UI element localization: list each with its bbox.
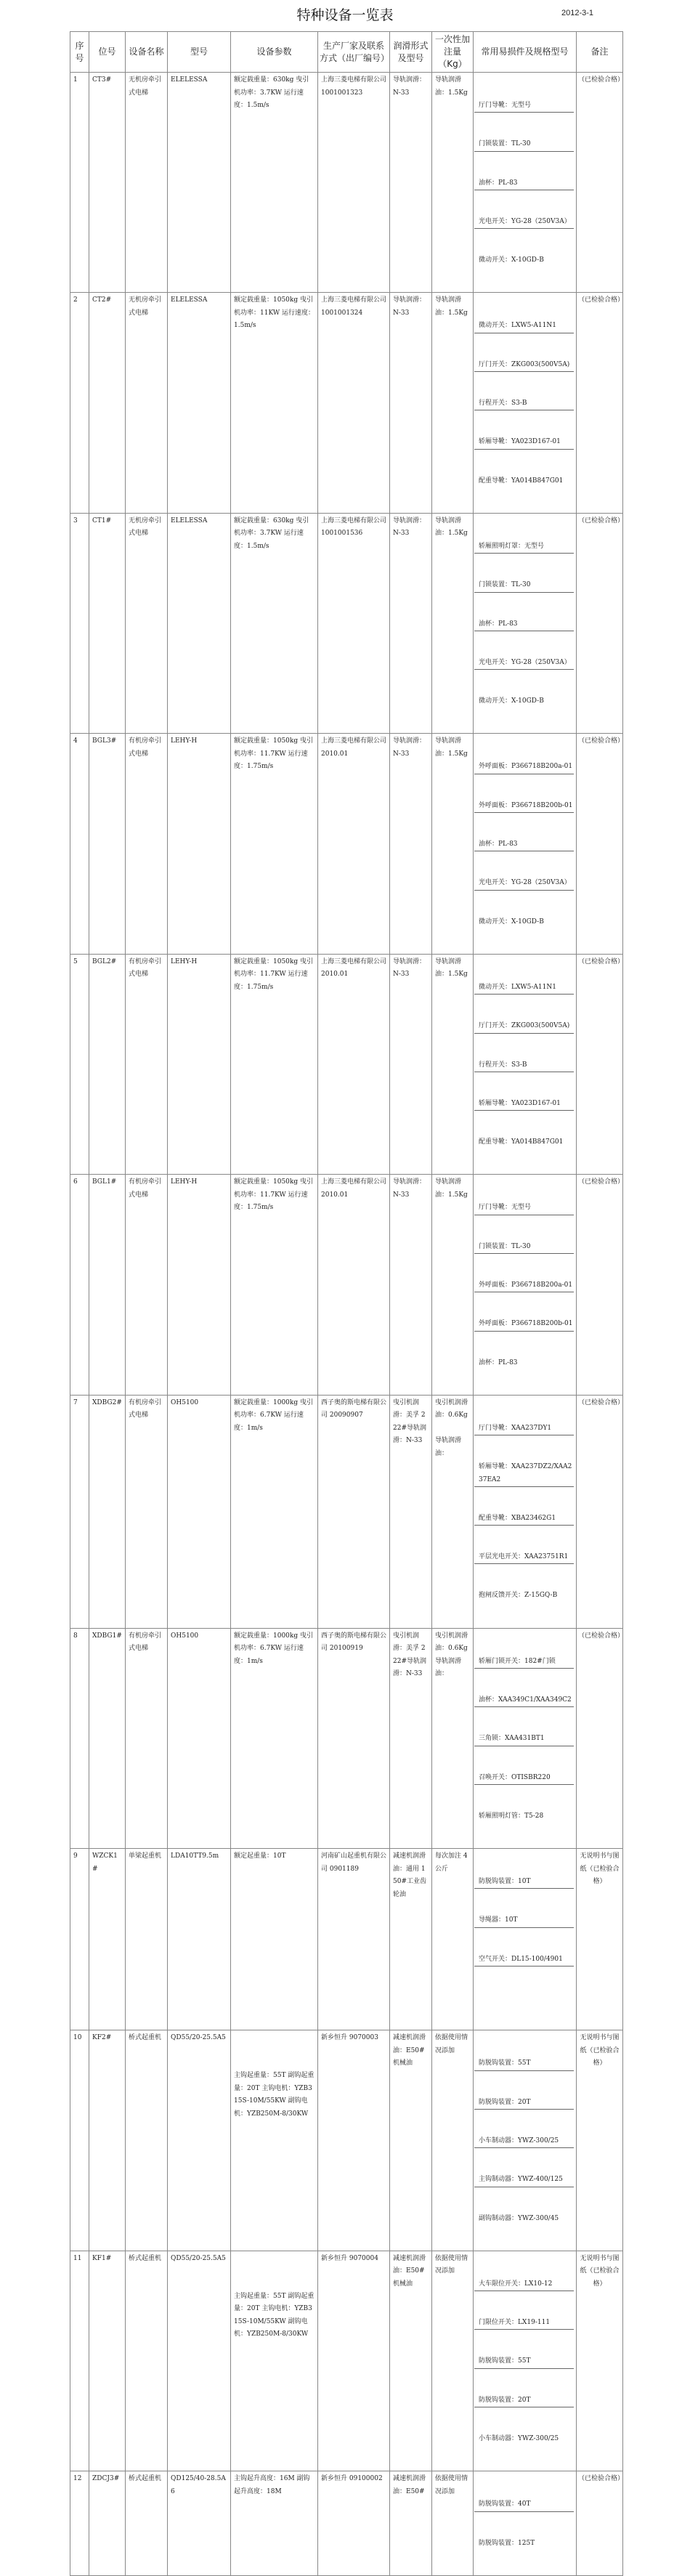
part-item: 油杯：PL-83 [479,1358,518,1366]
part-item: 轿厢导靴：XAA237DZ2/XAA237EA2 [474,1461,574,1487]
cell-maker: 新乡恒升 9070003 [318,2030,390,2251]
cell-lube-amount: 导轨润滑油：1.5Kg [432,293,474,513]
part-item: 外呼面板：P366718B200a-01 [474,761,574,774]
part-item: 光电开关：YG-28（250V3A） [474,216,574,229]
part-item: 油杯：PL-83 [474,618,574,631]
part-item: 外呼面板：P366718B200a-01 [474,1279,574,1292]
cell-lube-type: 减速机润滑油：E50# [390,2471,432,2576]
cell-params: 额定载重量：630kg 曳引机功率：3.7KW 运行速度：1.5m/s [231,513,318,733]
cell-lube-type: 导轨润滑：N-33 [390,954,432,1174]
cell-model: QD55/20-25.5A5 [168,2251,231,2471]
cell-parts [474,1395,577,1628]
cell-no: 1 [70,73,89,293]
cell-no: 7 [70,1395,89,1628]
table-row [70,734,623,954]
header-lube-amount: 一次性加注量（Kg） [432,32,474,73]
header-params: 设备参数 [231,32,318,73]
cell-parts [474,1628,577,1848]
cell-parts [474,734,577,954]
cell-parts [474,2471,577,2576]
cell-position: XDBG2# [89,1395,126,1628]
part-item: 轿厢门锁开关：182#门锁 [474,1656,574,1669]
part-item: 外呼面板：P366718B200b-01 [474,1318,574,1331]
cell-no: 8 [70,1628,89,1848]
cell-lube-amount: 依据使用情况添加 [432,2471,474,2576]
cell-lube-amount: 导轨润滑油：1.5Kg [432,1175,474,1395]
cell-note: 无说明书与图纸（已检验合格） [577,2030,623,2251]
cell-position: WZCK1# [89,1849,126,2030]
cell-name: 桥式起重机 [126,2030,168,2251]
cell-note: （已检验合格） [577,1175,623,1395]
header-no: 序 号 [70,32,89,73]
cell-model: LEHY-H [168,1175,231,1395]
cell-note: （已检验合格） [577,513,623,733]
cell-maker: 上海三菱电梯有限公司 1001001324 [318,293,390,513]
part-item: 小车制动器：YWZ-300/25 [479,2435,559,2443]
cell-params: 主钩起重量：55T 副钩起重量：20T 主钩电机：YZB315S-10M/55KW 副钩电机：YZB250M-8/30KW [231,2030,318,2251]
cell-params: 主钩起升高度：16M 副钩起升高度：18M [231,2471,318,2576]
part-item: 行程开关：S3-B [474,1059,574,1072]
part-item: 微动开关：X-10GD-B [479,697,544,705]
cell-maker: 新乡恒升 9070004 [318,2251,390,2471]
cell-no: 2 [70,293,89,513]
cell-lube-type: 导轨润滑：N-33 [390,513,432,733]
cell-note: 无说明书与图纸（已检验合格） [577,1849,623,2030]
cell-position: ZDCJ3# [89,2471,126,2576]
cell-model: ELELESSA [168,513,231,733]
cell-position: KF2# [89,2030,126,2251]
cell-params: 额定载重量：1000kg 曳引机功率：6.7KW 运行速度：1m/s [231,1628,318,1848]
header-model: 型号 [168,32,231,73]
cell-name: 无机房牵引式电梯 [126,513,168,733]
cell-params: 额定载重量：1050kg 曳引机功率：11.7KW 运行速度：1.75m/s [231,954,318,1174]
table-row [70,954,623,1174]
cell-lube-type: 减速机润滑油：E50#机械油 [390,2030,432,2251]
cell-lube-type: 导轨润滑：N-33 [390,734,432,954]
header-position: 位号 [89,32,126,73]
part-item: 轿厢照明灯罩：无型号 [474,540,574,554]
cell-note: （已检验合格） [577,1395,623,1628]
equipment-table [70,31,623,2576]
part-item: 光电开关：YG-28（250V3A） [474,657,574,670]
cell-lube-type: 曳引机润滑：美孚 222#导轨润滑：N-33 [390,1628,432,1848]
part-item: 门锁装置：TL-30 [474,579,574,592]
table-row [70,1849,623,2030]
cell-model: LEHY-H [168,734,231,954]
part-item: 微动开关：LXW5-A11N1 [474,981,574,995]
cell-model: QD55/20-25.5A5 [168,2030,231,2251]
part-item: 光电开关：YG-28（250V3A） [474,877,574,890]
cell-lube-amount: 依据使用情况添加 [432,2030,474,2251]
part-item: 油杯：PL-83 [474,177,574,190]
cell-model: LEHY-H [168,954,231,1174]
part-item: 防脱钩装置：20T [474,2394,574,2407]
cell-no: 10 [70,2030,89,2251]
part-item: 小车制动器：YWZ-300/25 [474,2135,574,2148]
cell-name: 有机房牵引式电梯 [126,734,168,954]
cell-lube-amount: 曳引机润滑油：0.6Kg 导轨润滑油： [432,1628,474,1848]
part-item: 抱闸反馈开关：Z-15GQ-B [479,1592,558,1600]
cell-lube-amount: 每次加注 4 公斤 [432,1849,474,2030]
table-row [70,1395,623,1628]
cell-no: 12 [70,2471,89,2576]
cell-position: XDBG1# [89,1628,126,1848]
cell-name: 桥式起重机 [126,2251,168,2471]
header-parts: 常用易损件及规格型号 [474,32,577,73]
cell-parts [474,293,577,513]
cell-no: 4 [70,734,89,954]
part-item: 轿厢导靴：YA023D167-01 [474,1098,574,1111]
document-date: 2012-3-1 [561,9,594,17]
cell-model: ELELESSA [168,293,231,513]
cell-lube-amount: 导轨润滑油：1.5Kg [432,954,474,1174]
part-item: 防脱钩装置：55T [474,2355,574,2368]
part-item: 厅门导靴：无型号 [474,100,574,113]
cell-maker: 上海三菱电梯有限公司 1001001323 [318,73,390,293]
cell-parts [474,73,577,293]
cell-parts [474,1175,577,1395]
cell-maker: 上海三菱电梯有限公司 2010.01 [318,954,390,1174]
cell-parts [474,954,577,1174]
cell-maker: 上海三菱电梯有限公司 2010.01 [318,1175,390,1395]
part-item: 空气开关：DL15-100/4901 [474,1953,574,1967]
cell-name: 有机房牵引式电梯 [126,954,168,1174]
cell-lube-amount: 导轨润滑油：1.5Kg [432,513,474,733]
cell-position: BGL3# [89,734,126,954]
table-row [70,1628,623,1848]
table-row [70,73,623,293]
cell-name: 无机房牵引式电梯 [126,73,168,293]
cell-position: CT3# [89,73,126,293]
table-header-row [70,32,623,73]
cell-params: 额定载重量：1050kg 曳引机功率：11.7KW 运行速度：1.75m/s [231,1175,318,1395]
cell-maker: 西子奥的斯电梯有限公司 20090907 [318,1395,390,1628]
table-row [70,2030,623,2251]
cell-name: 单梁起重机 [126,1849,168,2030]
cell-model: QD125/40-28.5A6 [168,2471,231,2576]
part-item: 微动开关：LXW5-A11N1 [474,320,574,333]
cell-params: 额定起重量：10T [231,1849,318,2030]
cell-name: 有机房牵引式电梯 [126,1628,168,1848]
part-item: 配重导靴：YA014B847G01 [479,1138,564,1146]
part-item: 导绳器：10T [474,1914,574,1927]
cell-position: CT2# [89,293,126,513]
part-item: 防脱钩装置：40T [474,2498,574,2511]
cell-no: 6 [70,1175,89,1395]
table-row [70,1175,623,1395]
cell-model: LDA10TT9.5m [168,1849,231,2030]
part-item: 三角锁：XAA431BT1 [474,1733,574,1746]
cell-lube-amount: 导轨润滑油：1.5Kg [432,73,474,293]
part-item: 门限位开关：LX19-111 [474,2317,574,2330]
part-item [474,1992,574,2004]
table-row [70,2471,623,2576]
cell-lube-amount: 导轨润滑油：1.5Kg [432,734,474,954]
part-item: 厅门开关：ZKG003(500V5A) [474,1020,574,1033]
cell-maker: 上海三菱电梯有限公司 1001001536 [318,513,390,733]
cell-name: 无机房牵引式电梯 [126,293,168,513]
cell-lube-type: 导轨润滑：N-33 [390,293,432,513]
header-lube-type: 润滑形式及型号 [390,32,432,73]
cell-params: 额定载重量：1050kg 曳引机功率：11.7KW 运行速度：1.75m/s [231,734,318,954]
cell-lube-type: 减速机润滑油：E50#机械油 [390,2251,432,2471]
cell-lube-amount: 依据使用情况添加 [432,2251,474,2471]
cell-lube-type: 减速机润滑油：通用 150#工业齿轮油 [390,1849,432,2030]
page-title: 特种设备一览表 [296,7,394,23]
part-item: 平层光电开关：XAA23751R1 [474,1551,574,1564]
part-item: 防脱钩装置：20T [474,2097,574,2110]
cell-maker: 西子奥的斯电梯有限公司 20100919 [318,1628,390,1848]
part-item: 微动开关：X-10GD-B [479,918,544,926]
cell-maker: 新乡恒升 09100002 [318,2471,390,2576]
cell-model: OH5100 [168,1395,231,1628]
cell-parts [474,1849,577,2030]
cell-maker: 上海三菱电梯有限公司 2010.01 [318,734,390,954]
cell-maker: 河南矿山起重机有限公司 0901189 [318,1849,390,2030]
part-item: 防脱钩装置：125T [479,2539,535,2547]
part-item: 配重导靴：XBA23462G1 [474,1512,574,1526]
part-item: 大车限位开关：LX10-12 [474,2278,574,2291]
table-row [70,293,623,513]
cell-params: 主钩起重量：55T 副钩起重量：20T 主钩电机：YZB315S-10M/55KW 副钩电机：YZB250M-8/30KW [231,2251,318,2471]
cell-params: 额定载重量：1000kg 曳引机功率：6.7KW 运行速度：1m/s [231,1395,318,1628]
cell-note: （已检验合格） [577,73,623,293]
cell-note: （已检验合格） [577,954,623,1174]
part-item: 微动开关：X-10GD-B [479,256,544,264]
part-item: 油杯：PL-83 [474,838,574,851]
cell-name: 有机房牵引式电梯 [126,1175,168,1395]
cell-position: KF1# [89,2251,126,2471]
part-item: 厅门导靴：XAA237DY1 [474,1422,574,1435]
cell-no: 5 [70,954,89,1174]
part-item: 召唤开关：OTISBR220 [474,1772,574,1785]
cell-lube-type: 曳引机润滑：美孚 222#导轨润滑：N-33 [390,1395,432,1628]
cell-params: 额定载重量：1050kg 曳引机功率：11KW 运行速度：1.5m/s [231,293,318,513]
header-maker: 生产厂家及联系方式（出厂编号） [318,32,390,73]
cell-note: （已检验合格） [577,1628,623,1848]
cell-name: 桥式起重机 [126,2471,168,2576]
cell-model: OH5100 [168,1628,231,1848]
part-item: 厅门导靴：无型号 [474,1202,574,1215]
table-row [70,513,623,733]
cell-note: 无说明书与图纸（已检验合格） [577,2251,623,2471]
cell-position: BGL2# [89,954,126,1174]
part-item: 配重导靴：YA014B847G01 [479,477,564,485]
cell-lube-type: 导轨润滑：N-33 [390,1175,432,1395]
part-item: 厅门开关：ZKG003(500V5A) [474,359,574,372]
cell-position: BGL1# [89,1175,126,1395]
part-item: 外呼面板：P366718B200b-01 [474,800,574,813]
cell-note: （已检验合格） [577,2471,623,2576]
cell-name: 有机房牵引式电梯 [126,1395,168,1628]
cell-lube-type: 导轨润滑：N-33 [390,73,432,293]
cell-parts [474,513,577,733]
cell-params: 额定载重量：630kg 曳引机功率：3.7KW 运行速度：1.5m/s [231,73,318,293]
header-note: 备注 [577,32,623,73]
cell-note: （已检验合格） [577,734,623,954]
header-name: 设备名称 [126,32,168,73]
cell-note: （已检验合格） [577,293,623,513]
cell-lube-amount: 曳引机润滑油：0.6Kg 导轨润滑油： [432,1395,474,1628]
part-item: 门锁装置：TL-30 [474,1241,574,1254]
part-item: 副钩制动器：YWZ-300/45 [479,2214,559,2222]
cell-position: CT1# [89,513,126,733]
cell-parts [474,2251,577,2471]
cell-parts [474,2030,577,2251]
part-item: 防脱钩装置：55T [474,2057,574,2070]
cell-no: 9 [70,1849,89,2030]
table-row [70,2251,623,2471]
part-item: 行程开关：S3-B [474,397,574,410]
part-item: 防脱钩装置：10T [474,1876,574,1889]
cell-no: 11 [70,2251,89,2471]
part-item: 轿厢导靴：YA023D167-01 [474,436,574,449]
part-item: 门锁装置：TL-30 [474,138,574,151]
cell-no: 3 [70,513,89,733]
part-item: 油杯：XAA349C1/XAA349C2 [474,1694,574,1707]
cell-model: ELELESSA [168,73,231,293]
part-item: 轿厢照明灯管：T5-28 [479,1812,544,1820]
part-item: 主钩制动器：YWZ-400/125 [474,2174,574,2187]
